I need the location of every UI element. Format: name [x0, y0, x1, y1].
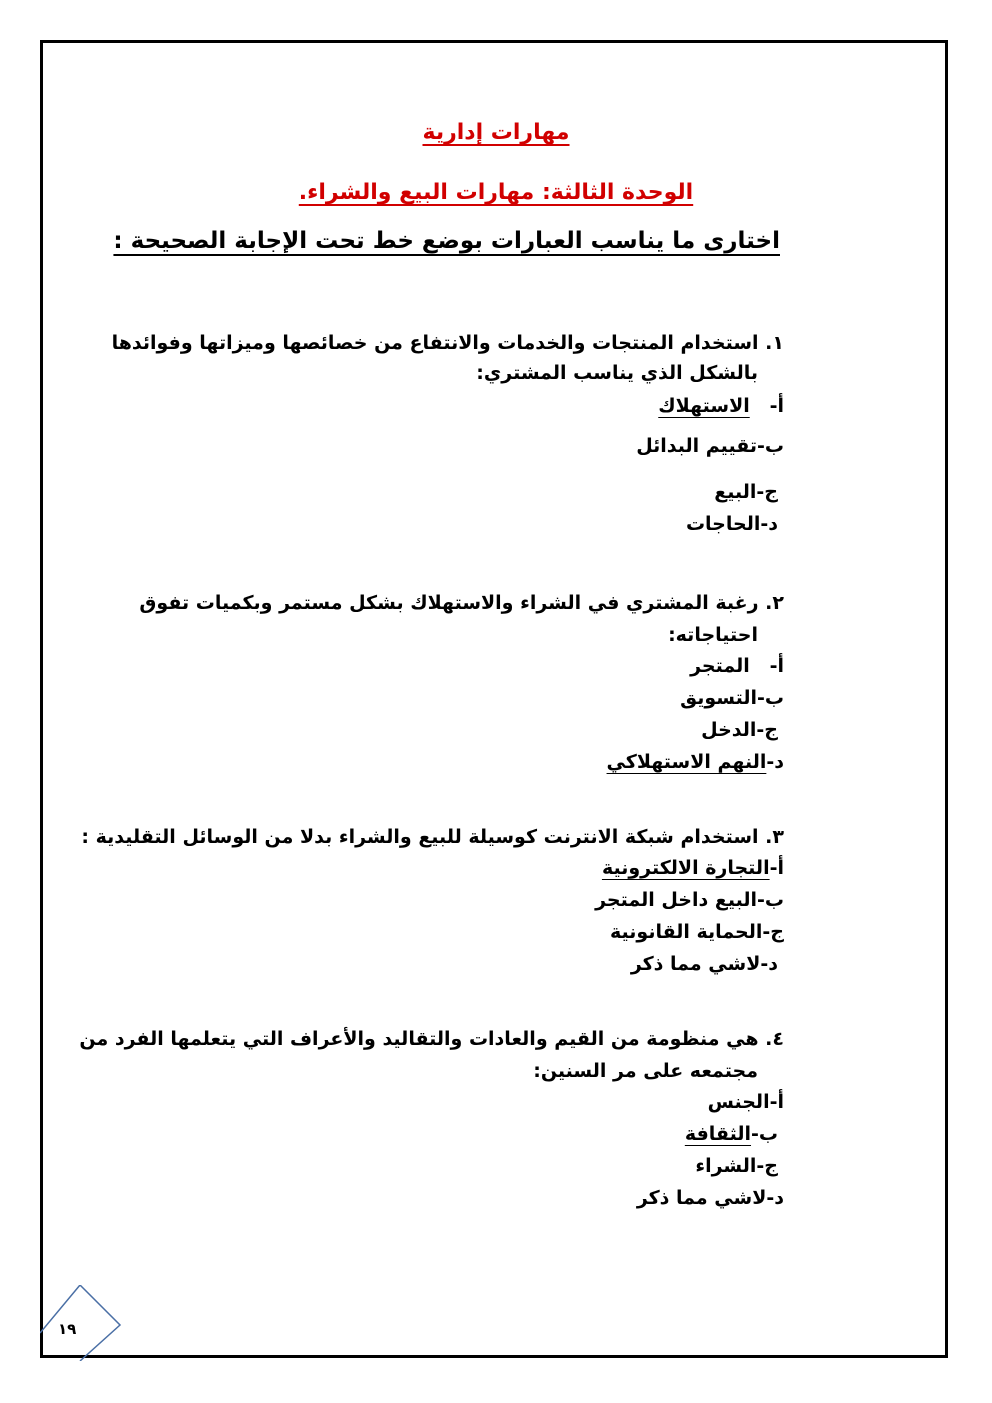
option-letter: ب-	[751, 1123, 778, 1145]
question-3	[81, 822, 784, 980]
question-1	[111, 328, 784, 540]
option-a[interactable]	[124, 650, 784, 682]
option-letter: د-	[766, 1187, 784, 1209]
option-text: البيع داخل المتجر	[595, 889, 758, 911]
unit-title: الوحدة الثالثة: مهارات البيع والشراء.	[298, 180, 694, 205]
option-c[interactable]	[124, 476, 784, 508]
question-stem-line-1: هي منظومة من القيم والعادات والتقاليد والأعراف التي يتعلمها الفرد من	[79, 1028, 759, 1050]
page-number-shape	[40, 1285, 122, 1361]
question-stem-line-2: بالشكل الذي يناسب المشتري:	[476, 362, 758, 384]
question-stem	[124, 588, 784, 618]
option-letter: ج-	[756, 1155, 778, 1177]
question-stem-line-1: استخدام شبكة الانترنت كوسيلة للبيع والشراء بدلا من الوسائل التقليدية :	[81, 826, 759, 848]
option-letter: ب-	[757, 435, 784, 457]
option-d[interactable]	[124, 508, 784, 540]
option-text: تقييم البدائل	[636, 435, 758, 457]
option-text: الدخل	[701, 719, 757, 741]
question-stem	[111, 328, 784, 358]
option-text: الحاجات	[685, 513, 761, 535]
option-letter: أ-	[769, 857, 784, 879]
question-stem-line-1: رغبة المشتري في الشراء والاستهلاك بشكل مستمر وبكميات تفوق	[139, 592, 759, 614]
option-text: الجنس	[707, 1091, 770, 1113]
option-c[interactable]	[124, 714, 784, 746]
option-text: لاشي مما ذكر	[636, 1187, 767, 1209]
question-number: ١.	[765, 332, 784, 354]
option-letter: ج-	[756, 719, 778, 741]
option-d[interactable]	[124, 746, 784, 778]
subject-title: مهارات إدارية	[422, 120, 570, 145]
option-text: النهم الاستهلاكي	[606, 751, 767, 773]
question-4	[79, 1024, 784, 1214]
option-b[interactable]	[124, 884, 784, 916]
option-text: البيع	[714, 481, 757, 503]
option-d[interactable]	[124, 1182, 784, 1214]
question-number: ٢.	[765, 592, 784, 614]
option-text: الشراء	[695, 1155, 757, 1177]
option-text: الثقافة	[684, 1123, 752, 1145]
page-number: ١٩	[58, 1320, 77, 1338]
option-b[interactable]	[124, 682, 784, 714]
option-c[interactable]	[124, 1150, 784, 1182]
question-number: ٤.	[765, 1028, 784, 1050]
option-letter: د-	[766, 751, 784, 773]
option-text: الاستهلاك	[658, 395, 750, 417]
question-stem	[81, 822, 784, 852]
option-letter: أ-	[769, 655, 784, 677]
question-stem-line-1: استخدام المنتجات والخدمات والانتفاع من خصائصها وميزاتها وفوائدها	[111, 332, 759, 354]
option-letter: ج-	[762, 921, 784, 943]
option-letter: ب-	[757, 687, 784, 709]
option-a[interactable]	[124, 390, 784, 422]
option-letter: د-	[760, 513, 778, 535]
option-letter: د-	[760, 953, 778, 975]
question-2	[124, 588, 784, 778]
question-stem-line-2: مجتمعه على مر السنين:	[533, 1060, 758, 1082]
option-c[interactable]	[124, 916, 784, 948]
option-text: المتجر	[690, 655, 750, 677]
question-stem	[79, 1024, 784, 1054]
option-text: التسويق	[680, 687, 758, 709]
option-b[interactable]	[124, 430, 784, 462]
option-a[interactable]	[124, 1086, 784, 1118]
option-d[interactable]	[124, 948, 784, 980]
question-stem-line-2: احتياجاته:	[668, 624, 758, 646]
option-letter: ب-	[757, 889, 784, 911]
option-letter: أ-	[769, 1091, 784, 1113]
option-text: الحماية القانونية	[610, 921, 763, 943]
option-text: التجارة الالكترونية	[601, 857, 770, 879]
option-a[interactable]	[124, 852, 784, 884]
option-letter: ج-	[756, 481, 778, 503]
option-text: لاشي مما ذكر	[630, 953, 761, 975]
option-letter: أ-	[769, 395, 784, 417]
question-number: ٣.	[765, 826, 784, 848]
instruction-text: اختارى ما يناسب العبارات بوضع خط تحت الإجابة الصحيحة :	[113, 228, 780, 254]
option-b[interactable]	[124, 1118, 784, 1150]
